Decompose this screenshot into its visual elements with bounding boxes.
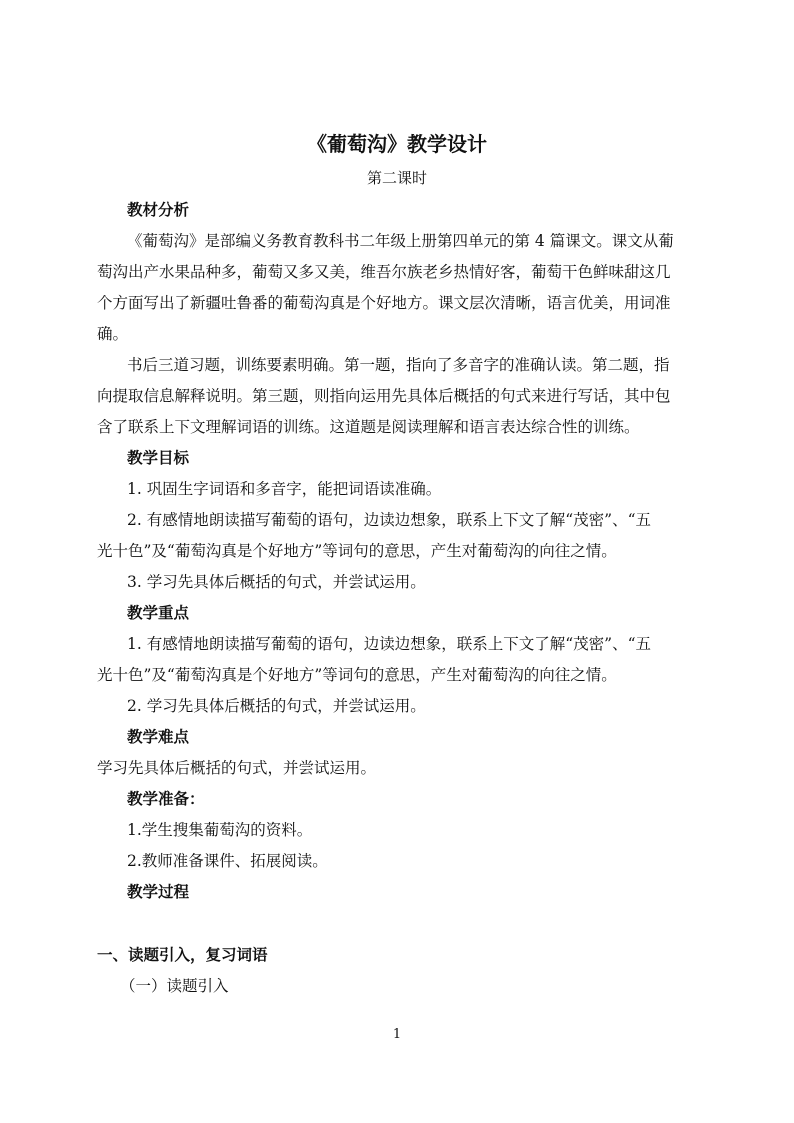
goals-heading: 教学目标: [127, 449, 190, 467]
key-points-heading: 教学重点: [127, 604, 190, 622]
analysis-p1-line3: 个方面写出了新疆吐鲁番的葡萄沟真是个好地方。课文层次清晰，语言优美，用词准: [97, 294, 671, 312]
step-1-subheading: （一）读题引入: [120, 977, 229, 995]
analysis-p1-line1: 《葡萄沟》是部编义务教育教科书二年级上册第四单元的第 4 篇课文。课文从葡: [127, 232, 674, 250]
goal-item-1: 1. 巩固生字词语和多音字，能把词语读准确。: [127, 480, 442, 498]
analysis-p1-line2: 萄沟出产水果品种多，葡萄又多又美，维吾尔族老乡热情好客，葡萄干色鲜味甜这几: [97, 263, 671, 281]
goal-item-2-line1: 2. 有感情地朗读描写葡萄的语句，边读边想象，联系上下文了解“茂密”、“五: [127, 511, 651, 529]
preparation-heading: 教学准备：: [127, 790, 205, 808]
analysis-p2-line1: 书后三道习题，训练要素明确。第一题，指向了多音字的准确认读。第二题，指: [127, 356, 670, 374]
preparation-item-1: 1.学生搜集葡萄沟的资料。: [127, 821, 313, 839]
difficulty-heading: 教学难点: [127, 728, 190, 746]
page-number: 1: [392, 1027, 402, 1042]
analysis-heading: 教材分析: [127, 201, 190, 219]
key-item-2: 2. 学习先具体后概括的句式，并尝试运用。: [127, 697, 426, 715]
document-title: 《葡萄沟》教学设计: [307, 132, 487, 156]
analysis-p2-line2: 向提取信息解释说明。第三题，则指向运用先具体后概括的句式来进行写话，其中包: [97, 387, 671, 405]
goal-item-3: 3. 学习先具体后概括的句式，并尝试运用。: [127, 573, 426, 591]
document-subtitle: 第二课时: [366, 169, 427, 187]
key-item-1-line2: 光十色”及“葡萄沟真是个好地方”等词句的意思，产生对葡萄沟的向往之情。: [97, 666, 617, 684]
step-1-heading: 一、读题引入，复习词语: [97, 946, 268, 964]
analysis-p1-line4: 确。: [97, 325, 129, 343]
key-item-1-line1: 1. 有感情地朗读描写葡萄的语句，边读边想象，联系上下文了解“茂密”、“五: [127, 635, 651, 653]
preparation-item-2: 2.教师准备课件、拓展阅读。: [127, 852, 328, 870]
goal-item-2-line2: 光十色”及“葡萄沟真是个好地方”等词句的意思，产生对葡萄沟的向往之情。: [97, 542, 617, 560]
process-heading: 教学过程: [127, 883, 190, 901]
difficulty-text: 学习先具体后概括的句式，并尝试运用。: [97, 759, 377, 777]
analysis-p2-line3: 含了联系上下文理解词语的训练。这道题是阅读理解和语言表达综合性的训练。: [97, 418, 640, 436]
